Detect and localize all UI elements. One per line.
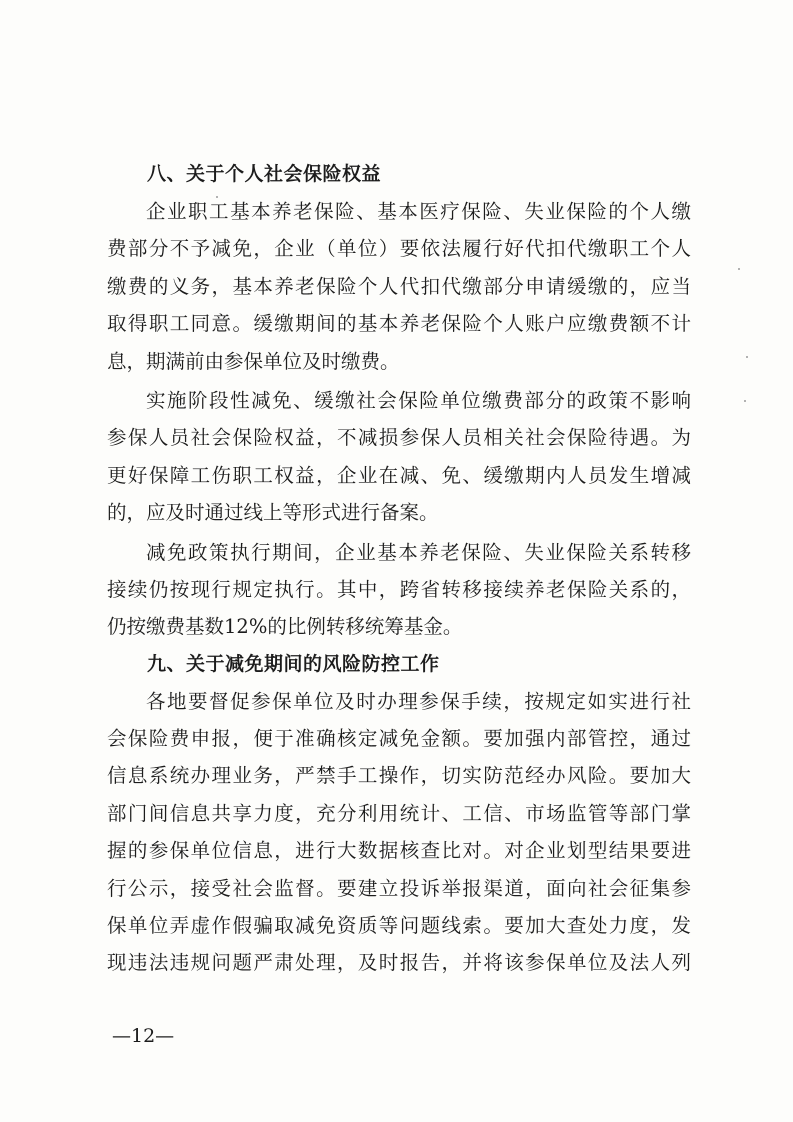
document-body [107, 156, 691, 982]
text-line: 取得职工同意。缓缴期间的基本养老保险个人账户应缴费额不计 [107, 312, 691, 336]
text-line: 部门间信息共享力度，充分利用统计、工信、市场监管等部门掌 [107, 801, 691, 825]
text-line: 息，期满前由参保单位及时缴费。 [107, 349, 400, 373]
text-line: 减免政策执行期间，企业基本养老保险、失业保险关系转移 [146, 540, 691, 564]
scan-speck [738, 268, 740, 270]
text-line: 参保人员社会保险权益，不减损参保人员相关社会保险待遇。为 [107, 426, 691, 450]
text-line: 各地要督促参保单位及时办理参保手续，按规定如实进行社 [146, 689, 691, 713]
text-line: 握的参保单位信息，进行大数据核查比对。对企业划型结果要进 [107, 839, 691, 863]
section-heading-8: 八、关于个人社会保险权益 [147, 163, 382, 185]
text-line: 接续仍按现行规定执行。其中，跨省转移接续养老保险关系的， [107, 577, 691, 601]
text-line: 的，应及时通过线上等形式进行备案。 [107, 501, 439, 525]
scan-speck [744, 400, 746, 402]
text-line: 现违法违规问题严肃处理，及时报告，并将该参保单位及法人列 [107, 951, 691, 975]
scan-speck [216, 196, 218, 198]
text-line: 实施阶段性减免、缓缴社会保险单位缴费部分的政策不影响 [146, 388, 691, 412]
text-line: 信息系统办理业务，严禁手工操作，切实防范经办风险。要加大 [107, 764, 691, 788]
text-line: 行公示，接受社会监督。要建立投诉举报渠道，面向社会征集参 [107, 876, 691, 900]
text-line: 更好保障工伤职工权益，企业在减、免、缓缴期内人员发生增减 [107, 463, 691, 487]
paragraph [107, 193, 691, 380]
paragraph [107, 382, 691, 532]
scan-speck [746, 356, 748, 358]
text-line: 保单位弄虚作假骗取减免资质等问题线索。要加大查处力度，发 [107, 914, 691, 938]
text-line: 仍按缴费基数12%的比例转移统筹基金。 [107, 615, 463, 639]
text-line: 企业职工基本养老保险、基本医疗保险、失业保险的个人缴 [146, 200, 691, 223]
page-number: —12— [112, 1025, 175, 1047]
paragraph [107, 683, 691, 982]
paragraph [107, 534, 691, 646]
text-line: 缴费的义务，基本养老保险个人代扣代缴部分申请缓缴的，应当 [107, 274, 691, 298]
text-line: 费部分不予减免，企业（单位）要依法履行好代扣代缴职工个人 [107, 237, 691, 261]
text-line: 会保险费申报，便于准确核定减免金额。要加强内部管控，通过 [107, 727, 691, 751]
section-heading-9: 九、关于减免期间的风险防控工作 [147, 652, 440, 675]
